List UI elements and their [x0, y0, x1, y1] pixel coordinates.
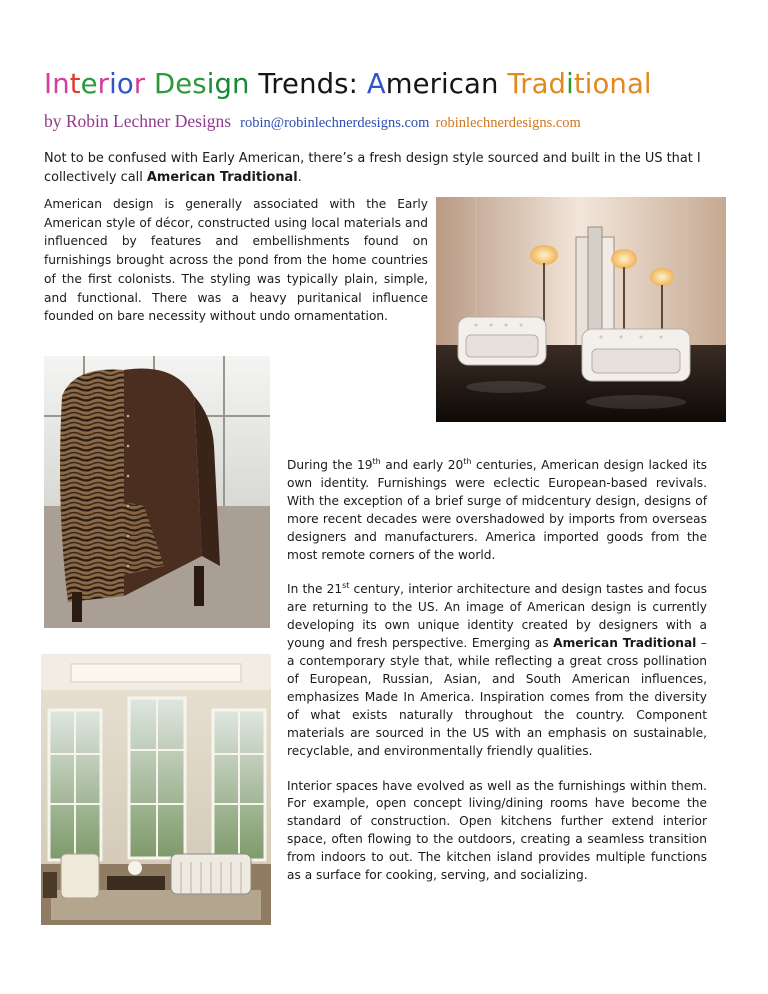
history-paragraph: During the 19th and early 20th centuries, American design lacked its own identity. Furnishings were eclectic European-based revivals. With the exception of a brief surge of midcentury design, designs of more recent decades were overshadowed by imports from overseas designers and manufacturers. America imported goods from the most remote corners of the world. [287, 456, 707, 562]
traditional-living-room-photo [41, 654, 271, 925]
title-segment: Des [154, 68, 207, 100]
title-segment: rad [520, 68, 567, 100]
title-segment: merican [385, 68, 499, 100]
interior-spaces-paragraph: Interior spaces have evolved as well as the furnishings within them. For example, open concept living/dining rooms have become the standard of construction. Open kitchens further extend interior space, often flowing to the outdoors, creating a seamless transition from indoors to out. The kitchen island provides multiple functions as a surface for cooking, serving, and socializing. [287, 778, 707, 883]
title-segment: : [348, 68, 367, 100]
right-column [287, 457, 707, 902]
author-website-link[interactable]: robinlechnerdesigns.com [435, 115, 581, 131]
title-segment [145, 68, 154, 100]
white-tufted-chairs-room-photo [436, 197, 726, 422]
title-segment: i [566, 68, 574, 100]
title-segment: T [507, 68, 521, 100]
title-segment: io [109, 68, 134, 100]
title-segment: tional [573, 68, 652, 100]
intro-bold-term: American Traditional [146, 170, 298, 185]
american-traditional-bold-term: American Traditional [553, 636, 697, 651]
title-segment: In [44, 68, 70, 100]
title-segment: r [133, 68, 146, 100]
page-title [44, 66, 652, 102]
zebra-wingback-chair-photo [44, 356, 270, 628]
title-segment: A [366, 68, 386, 100]
byline [44, 111, 581, 133]
left-column-paragraph: American design is generally associated with the Early American style of décor, constructed using local materials and influenced by features and embellishments found on furnishings brought across the pond from the home countries of the first colonists. The styling was typically plain, simple, and functional. There was a heavy puritanical influence founded on bare necessity without undo ornamentation. [44, 197, 428, 324]
title-segment: Trends [249, 68, 349, 100]
title-segment: ign [206, 68, 250, 100]
title-segment: e [80, 68, 98, 100]
intro-paragraph: Not to be confused with Early American, there’s a fresh design style sourced and built in the US that I collectively call American Traditional. [44, 151, 701, 185]
author-name: by Robin Lechner Designs [44, 111, 232, 131]
title-segment: t [69, 68, 81, 100]
title-segment: r [97, 68, 110, 100]
author-email-link[interactable]: robin@robinlechnerdesigns.com [240, 115, 430, 131]
american-traditional-paragraph: In the 21st century, interior architecture and design tastes and focus are returning to the US. An image of American design is currently developing its own unique identity created by designers with a young and fresh perspective. Emerging as American Traditional – a contemporary style that, while reflecting a great cross pollination of European, Russian, Asian, and South American influences, emphasizes Made In America. Inspiration comes from the diversity of what exists naturally throughout the country. Component materials are sourced in the US with an emphasis on sustainable, recyclable, and environmentally friendly qualities. [287, 581, 707, 758]
